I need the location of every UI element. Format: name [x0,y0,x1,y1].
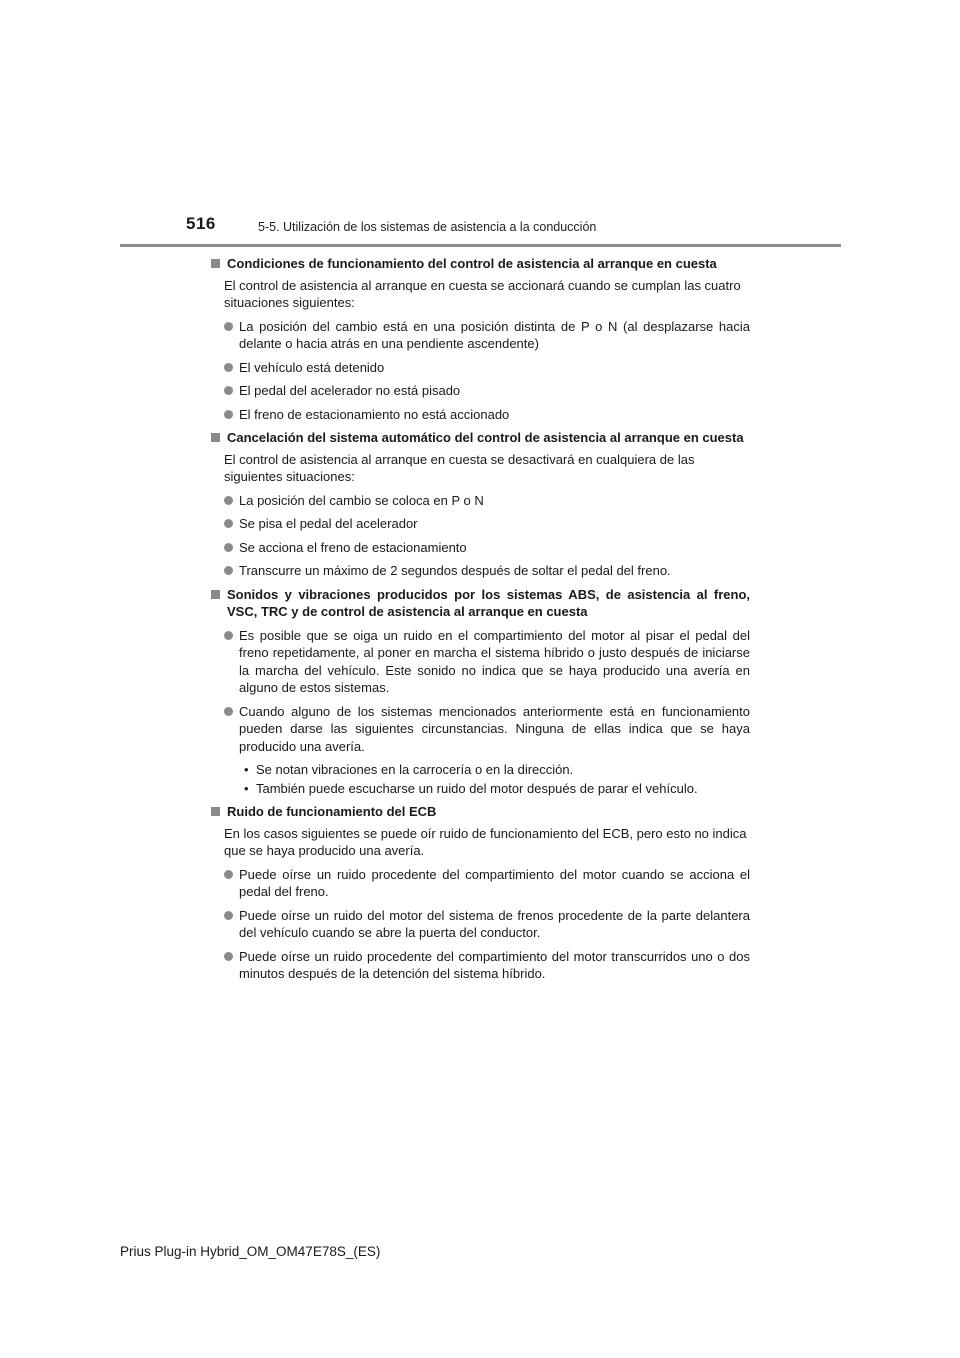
square-bullet-icon [211,433,220,442]
list-item-text: La posición del cambio se coloca en P o N [239,492,484,508]
section-hill-start-cancellation [208,429,750,580]
section-heading [208,255,750,273]
list-item-text: Puede oírse un ruido procedente del compartimiento del motor transcurridos uno o dos minutos después de la detención del sistema híbrido. [239,948,750,981]
section-ecb-noise [208,803,750,983]
list-item-text: El pedal del acelerador no está pisado [239,383,461,398]
list-item [224,539,750,557]
page-number: 516 [186,214,216,233]
list-item [224,627,750,697]
list-item [224,948,750,983]
header-rule [120,244,841,247]
section-heading [208,429,750,447]
section-heading [208,586,750,621]
circle-bullet-icon [224,410,233,419]
list-item-text: Transcurre un máximo de 2 segundos después de soltar el pedal del freno. [239,563,671,578]
list-item [224,866,750,901]
section-title: Ruido de funcionamiento del ECB [227,804,437,819]
circle-bullet-icon [224,496,233,505]
list-item-text: Se pisa el pedal del acelerador [239,516,418,531]
section-intro: El control de asistencia al arranque en cuesta se accionará cuando se cumplan las cuatro situaciones siguientes: [224,277,741,310]
section-sounds-vibrations [208,586,750,798]
section-title: Condiciones de funcionamiento del control de asistencia al arranque en cuesta [227,256,717,271]
list-item-text: Se acciona el freno de estacionamiento [239,539,467,555]
section-intro: El control de asistencia al arranque en cuesta se desactivará en cualquiera de las siguientes situaciones: [224,451,695,484]
middle-dot-icon: • [244,762,249,777]
circle-bullet-icon [224,631,233,640]
circle-bullet-icon [224,707,233,716]
header-title: 5-5. Utilización de los sistemas de asistencia a la conducción [258,220,597,234]
circle-bullet-icon [224,543,233,552]
document-footer: Prius Plug-in Hybrid_OM_OM47E78S_(ES) [120,1244,381,1259]
section-title: Cancelación del sistema automático del control de asistencia al arranque en cuesta [227,430,744,445]
square-bullet-icon [211,807,220,816]
sub-list-item-text: También puede escucharse un ruido del motor después de parar el vehículo. [256,780,698,796]
list-item [224,562,750,580]
circle-bullet-icon [224,952,233,961]
section-intro: En los casos siguientes se puede oír ruido de funcionamiento del ECB, pero esto no indica que se haya producido una avería. [224,825,747,858]
middle-dot-icon: • [244,780,249,796]
list-item-text: La posición del cambio está en una posición distinta de P o N (al desplazarse hacia delante o hacia atrás en una pendiente ascendente) [239,318,750,351]
list-item-text: El freno de estacionamiento no está accionado [239,406,510,422]
list-item-text: El vehículo está detenido [239,359,385,375]
section-hill-start-conditions [208,255,750,423]
list-item [224,492,750,510]
list-item-text: Puede oírse un ruido procedente del compartimiento del motor cuando se acciona el pedal del freno. [239,866,750,899]
list-item [224,382,750,400]
list-item [224,703,750,756]
list-item-text: Puede oírse un ruido del motor del sistema de frenos procedente de la parte delantera del vehículo cuando se abre la puerta del conductor. [239,907,750,940]
circle-bullet-icon [224,322,233,331]
sub-list-item-text: Se notan vibraciones en la carrocería o en la dirección. [256,762,574,777]
sub-list-item [239,780,750,798]
circle-bullet-icon [224,363,233,372]
list-item [224,318,750,353]
list-item-text: Es posible que se oiga un ruido en el compartimiento del motor al pisar el pedal del freno repetidamente, al poner en marcha el sistema híbrido o justo después de iniciarse la marcha del vehículo. Este sonido no indica que se haya producido una avería en alguno de estos sistemas. [239,627,750,695]
page-content [208,255,750,989]
square-bullet-icon [211,590,220,599]
circle-bullet-icon [224,870,233,879]
list-item [224,515,750,533]
section-title: Sonidos y vibraciones producidos por los sistemas ABS, de asistencia al freno, VSC, TRC y de control de asistencia al arranque en cuesta [227,586,750,619]
list-item [224,907,750,942]
list-item [224,359,750,377]
circle-bullet-icon [224,519,233,528]
sub-list-item [239,761,750,779]
circle-bullet-icon [224,566,233,575]
circle-bullet-icon [224,386,233,395]
square-bullet-icon [211,259,220,268]
section-heading [208,803,750,821]
list-item-text: Cuando alguno de los sistemas mencionados anteriormente está en funcionamiento pueden darse las siguientes circunstancias. Ninguna de ellas indica que se haya producido una avería. [239,703,750,754]
list-item [224,406,750,424]
circle-bullet-icon [224,911,233,920]
